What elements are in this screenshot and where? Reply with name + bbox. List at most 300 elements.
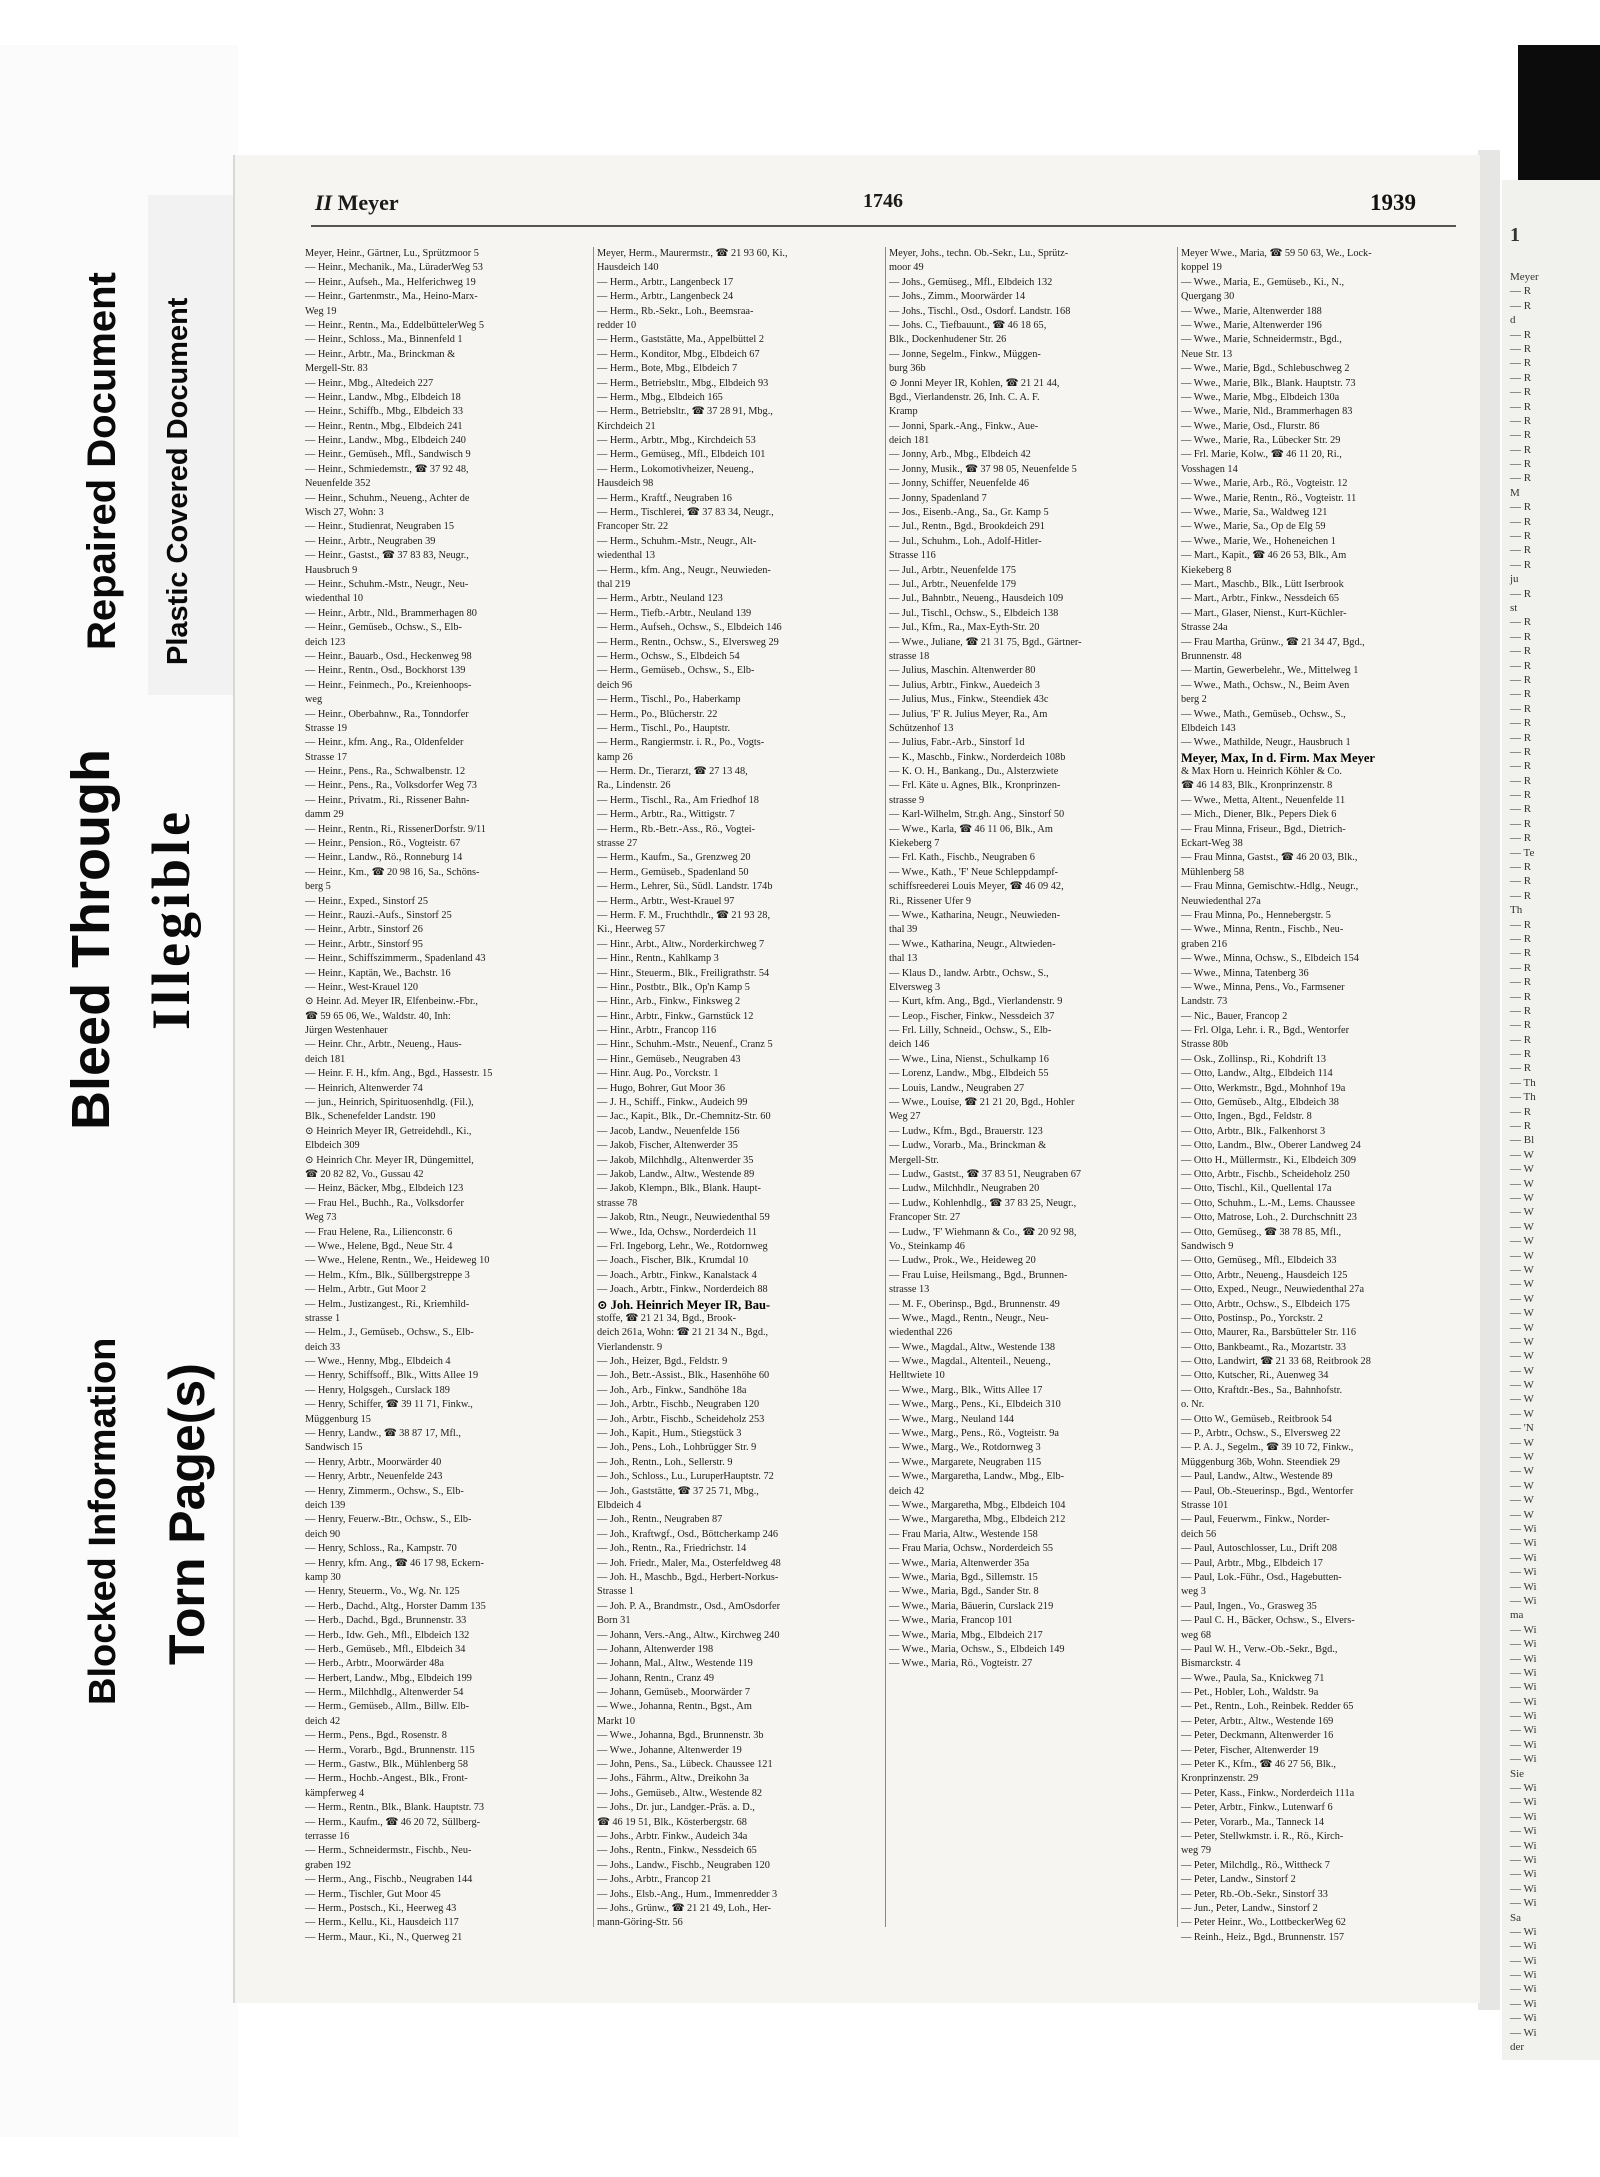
next-page-line: — W xyxy=(1510,1364,1534,1377)
directory-entry: — Wwe., Henny, Mbg., Elbdeich 4 xyxy=(305,1356,451,1368)
directory-entry: — Wwe., Maria, E., Gemüseb., Ki., N., xyxy=(1181,276,1345,288)
directory-entry: — Joh., Rentn., Neugraben 87 xyxy=(597,1514,723,1526)
directory-entry: — Jakob, Landw., Altw., Westende 89 xyxy=(597,1169,755,1180)
directory-entry: — Wwe., Marg., Blk., Witts Allee 17 xyxy=(889,1384,1043,1396)
directory-entry: — Henry, Schloss., Ra., Kampstr. 70 xyxy=(305,1543,457,1555)
directory-entry: — Paul, Arbtr., Mbg., Elbdeich 17 xyxy=(1181,1557,1323,1569)
next-page-line: — R xyxy=(1510,918,1532,931)
directory-entry: — Herm., Kellu., Ki., Hausdeich 117 xyxy=(305,1917,459,1929)
directory-entry: — Otto, Tischl., Kil., Quellental 17a xyxy=(1181,1183,1332,1195)
next-page-line: — W xyxy=(1510,1307,1534,1320)
label-bleed-through: Bleed Through xyxy=(61,749,121,1130)
directory-entry: — Herm., Hochb.-Angest., Blk., Front- xyxy=(305,1773,468,1785)
directory-entry: — Herm., Ochsw., S., Elbdeich 54 xyxy=(597,650,740,662)
directory-entry: — Hinr., Gemüseb., Neugraben 43 xyxy=(597,1053,741,1065)
next-page-line: Sa xyxy=(1510,1911,1521,1924)
directory-entry: & Max Horn u. Heinrich Köhler & Co. xyxy=(1181,766,1343,778)
directory-entry: Strasse 24a xyxy=(1181,622,1228,634)
directory-entry: — Frau Luise, Heilsmang., Bgd., Brunnen- xyxy=(889,1269,1068,1281)
top-margin xyxy=(0,0,1600,45)
directory-entry: — Wwe., Marie, Arb., Rö., Vogteistr. 12 xyxy=(1181,478,1348,490)
directory-entry: — Heinr., Pens., Ra., Volksdorfer Weg 73 xyxy=(305,780,477,792)
directory-entry: — Jakob, Klempn., Blk., Blank. Haupt- xyxy=(597,1183,761,1195)
next-page-line: — Bl xyxy=(1510,1134,1535,1147)
next-page-line: — Wi xyxy=(1510,1997,1537,2010)
directory-entry: Ki., Heerweg 57 xyxy=(597,924,666,936)
next-page-line: — R xyxy=(1510,429,1532,442)
next-page-line: der xyxy=(1510,2041,1525,2054)
directory-entry: — Otto, Landwirt, ☎ 21 33 68, Reitbrook 28 xyxy=(1181,1356,1371,1368)
directory-entry: Helltwiete 10 xyxy=(889,1370,945,1382)
directory-entry: — Wwe., Johanne, Altenwerder 19 xyxy=(597,1744,742,1756)
directory-entry: — Wwe., Louise, ☎ 21 21 20, Bgd., Hohler xyxy=(889,1097,1075,1109)
directory-entry: — Otto, Landm., Blw., Oberer Landweg 24 xyxy=(1181,1140,1361,1152)
directory-entry: — Paul W. H., Verw.-Ob.-Sekr., Bgd., xyxy=(1181,1643,1338,1655)
directory-entry: — Heinr., Km., ☎ 20 98 16, Sa., Schöns- xyxy=(305,866,480,878)
next-page-line: — R xyxy=(1510,659,1532,672)
directory-entry: wiedenthal 10 xyxy=(305,593,364,605)
directory-entry: — Heinr., Gastst., ☎ 37 83 83, Neugr., xyxy=(305,550,469,562)
directory-entry: Strasse 101 xyxy=(1181,1499,1229,1511)
directory-entry: — Henry, Arbtr., Moorwärder 40 xyxy=(305,1456,442,1468)
next-page-line: — R xyxy=(1510,832,1532,845)
directory-entry: Meyer, Max, In d. Firm. Max Meyer xyxy=(1181,750,1375,765)
next-page-line: — Wi xyxy=(1510,1969,1537,1982)
directory-entry: — Jul., Schuhm., Loh., Adolf-Hitler- xyxy=(889,535,1042,547)
directory-entry: Kramp xyxy=(889,406,918,418)
directory-entry: — Johs., Gemüseg., Mfl., Elbdeich 132 xyxy=(889,276,1053,288)
directory-entry: — Peter, Rb.-Ob.-Sekr., Sinstorf 33 xyxy=(1181,1888,1328,1900)
directory-entry: — Wwe., Marie, Nld., Brammerhagen 83 xyxy=(1181,406,1353,418)
next-page-line: — R xyxy=(1510,1062,1532,1075)
next-page-line: Sie xyxy=(1510,1767,1525,1780)
directory-entry: — Helm., Justizangest., Ri., Kriemhild- xyxy=(305,1298,470,1310)
directory-entry: — Hinr., Schuhm.-Mstr., Neuenf., Cranz 5 xyxy=(597,1039,773,1051)
directory-entry: — K., Maschb., Finkw., Norderdeich 108b xyxy=(889,751,1066,763)
directory-entry: Francoper Str. 27 xyxy=(889,1212,961,1224)
directory-entry: — Herm., Konditor, Mbg., Elbdeich 67 xyxy=(597,348,760,360)
directory-entry: Müggenburg 15 xyxy=(305,1413,371,1425)
directory-entry: — Wwe., Johanna, Bgd., Brunnenstr. 3b xyxy=(597,1730,764,1742)
directory-entry: graben 216 xyxy=(1181,938,1228,950)
directory-entry: — Heinr., Rentn., Mbg., Elbdeich 241 xyxy=(305,420,463,432)
directory-entry: — Herm., Betriebsltr., Mbg., Elbdeich 93 xyxy=(597,377,769,389)
next-page-line: — W xyxy=(1510,1278,1534,1291)
directory-entry: ☎ 20 82 82, Vo., Gussau 42 xyxy=(305,1169,424,1180)
next-page-line: — W xyxy=(1510,1350,1534,1363)
directory-entry: — Johs., Fährm., Altw., Dreikohn 3a xyxy=(597,1773,749,1785)
directory-entry: — Julius, Arbtr., Finkw., Auedeich 3 xyxy=(889,679,1040,691)
directory-entry: — Herm., Po., Blücherstr. 22 xyxy=(597,708,718,720)
directory-entry: — Hinr., Steuerm., Blk., Freiligrathstr. 54 xyxy=(597,967,770,979)
directory-entry: — Herb., Idw. Geh., Mfl., Elbdeich 132 xyxy=(305,1629,470,1641)
next-page-line: — Wi xyxy=(1510,1666,1537,1679)
directory-entry: — Frau Martha, Grünw., ☎ 21 34 47, Bgd., xyxy=(1181,636,1365,648)
next-page-line: — R xyxy=(1510,400,1532,413)
directory-entry: — Johann, Vers.-Ang., Altw., Kirchweg 240 xyxy=(597,1629,780,1641)
directory-entry: deich 139 xyxy=(305,1499,346,1511)
directory-entry: — Frl. Marie, Kolw., ☎ 46 11 20, Ri., xyxy=(1181,449,1342,461)
directory-entry: — Johs., Gemüseb., Altw., Westende 82 xyxy=(597,1787,763,1799)
directory-entry: — Wwe., Magdal., Altw., Westende 138 xyxy=(889,1341,1055,1353)
directory-entry: — Paul C. H., Bäcker, Ochsw., S., Elvers- xyxy=(1181,1615,1355,1627)
directory-entry: — Johann, Altenwerder 198 xyxy=(597,1643,714,1655)
directory-entry: Meyer, Johs., techn. Ob.-Sekr., Lu., Sprütz- xyxy=(889,248,1069,259)
directory-entry: — John, Pens., Sa., Lübeck. Chaussee 121 xyxy=(597,1759,773,1771)
directory-entry: kamp 26 xyxy=(597,751,633,763)
directory-entry: — Herm., Bote, Mbg., Elbdeich 7 xyxy=(597,363,738,375)
directory-entry: Kiekeberg 8 xyxy=(1181,564,1232,576)
directory-entry: — Heinrich, Altenwerder 74 xyxy=(305,1082,423,1094)
directory-entry: — Heinr., Rentn., Ma., EddelbüttelerWeg 5 xyxy=(305,319,485,331)
directory-entry: — Johs., Zimm., Moorwärder 14 xyxy=(889,291,1026,303)
directory-entry: kamp 30 xyxy=(305,1571,341,1583)
label-repaired-document: Repaired Document xyxy=(80,272,124,650)
directory-entry: — Otto, Schuhm., L.-M., Lems. Chaussee xyxy=(1181,1197,1355,1209)
page-header xyxy=(235,190,1480,230)
directory-entry: — Joh. Friedr., Maler, Ma., Osterfeldweg 48 xyxy=(597,1557,781,1569)
directory-entry: Francoper Str. 22 xyxy=(597,521,669,533)
directory-entry: Vosshagen 14 xyxy=(1181,463,1238,475)
directory-entry: thal 219 xyxy=(597,578,631,590)
directory-entry: deich 96 xyxy=(597,679,633,691)
directory-entry: — Herm., Rentn., Blk., Blank. Hauptstr. 73 xyxy=(305,1802,485,1814)
directory-entry: — Herm. Dr., Tierarzt, ☎ 27 13 48, xyxy=(597,766,748,778)
directory-entry: deich 42 xyxy=(889,1485,925,1497)
directory-entry: — Jakob, Fischer, Altenwerder 35 xyxy=(597,1140,738,1152)
directory-entry: Kirchdeich 21 xyxy=(597,420,656,432)
directory-entry: — Joh., Betr.-Assist., Blk., Hasenhöhe 60 xyxy=(597,1370,770,1382)
directory-entry: — Otto, Bankbeamt., Ra., Mozartstr. 33 xyxy=(1181,1341,1347,1353)
directory-entry: — Heinr., Landw., Mbg., Elbdeich 240 xyxy=(305,435,466,447)
directory-entry: — Jul., Arbtr., Neuenfelde 175 xyxy=(889,564,1016,576)
directory-entry: deich 56 xyxy=(1181,1528,1217,1540)
directory-entry: deich 90 xyxy=(305,1528,341,1540)
directory-entry: — P. A. J., Segelm., ☎ 39 10 72, Finkw., xyxy=(1181,1442,1354,1454)
directory-entry: — Herm., Schneidermstr., Fischb., Neu- xyxy=(305,1845,472,1857)
directory-entry: — Frau Maria, Ochsw., Norderdeich 55 xyxy=(889,1543,1054,1555)
directory-entry: — Joh., Arbtr., Fischb., Scheideholz 253 xyxy=(597,1413,765,1425)
next-page-line: — R xyxy=(1510,342,1532,355)
next-page-line: — Wi xyxy=(1510,1522,1537,1535)
directory-entry: — Heinr., Privatm., Ri., Rissener Bahn- xyxy=(305,794,470,806)
directory-entry: Schützenhof 13 xyxy=(889,722,954,734)
directory-entry: — Klaus D., landw. Arbtr., Ochsw., S., xyxy=(889,967,1049,979)
directory-entry: — Herm., Pens., Bgd., Rosenstr. 8 xyxy=(305,1730,447,1742)
directory-entry: — Heinr., Gemüseh., Mfl., Sandwisch 9 xyxy=(305,449,471,461)
directory-entry: — Frau Minna, Po., Hennebergstr. 5 xyxy=(1181,909,1331,921)
directory-entry: — Osk., Zollinsp., Ri., Kohdrift 13 xyxy=(1181,1053,1327,1065)
directory-entry: — Joach., Fischer, Blk., Krumdal 10 xyxy=(597,1255,749,1267)
column-divider xyxy=(885,247,886,1927)
directory-entry: — Herm., Arbtr., Langenbeck 24 xyxy=(597,291,734,303)
directory-entry: Wisch 27, Wohn: 3 xyxy=(305,507,384,519)
directory-entry: — Mart., Kapit., ☎ 46 26 53, Blk., Am xyxy=(1181,550,1347,562)
directory-entry: — Hinr., Arbtr., Finkw., Garnstück 12 xyxy=(597,1010,754,1022)
directory-entry: moor 49 xyxy=(889,262,924,274)
next-page-line: — W xyxy=(1510,1148,1534,1161)
directory-entry: — Hinr., Postbtr., Blk., Op'n Kamp 5 xyxy=(597,981,750,993)
directory-entry: — Joh., Rentn., Loh., Sellerstr. 9 xyxy=(597,1456,733,1468)
next-page-line: — Wi xyxy=(1510,1724,1537,1737)
directory-entry: — Heinr., Aufseh., Ma., Helferichweg 19 xyxy=(305,276,476,288)
directory-entry: — Heinr., Schiffb., Mbg., Elbdeich 33 xyxy=(305,406,463,418)
directory-entry: — Henry, Schiffsoff., Blk., Witts Allee 19 xyxy=(305,1370,479,1382)
directory-entry: — Wwe., Minna, Pens., Vo., Farmsener xyxy=(1181,981,1345,993)
directory-entry: — Heinr., Schiffszimmerm., Spadenland 43 xyxy=(305,953,486,965)
next-page-line: — R xyxy=(1510,616,1532,629)
directory-entry: Kronprinzenstr. 29 xyxy=(1181,1773,1259,1785)
label-blocked-information: Blocked Information xyxy=(82,1337,124,1705)
directory-entry: — Wwe., Marie, Sa., Op de Elg 59 xyxy=(1181,521,1326,533)
directory-entry: — Herm., Rb.-Betr.-Ass., Rö., Vogtei- xyxy=(597,823,756,835)
directory-entry: — Wwe., Marie, Altenwerder 196 xyxy=(1181,319,1322,331)
directory-entry: — Otto, Arbtr., Blk., Falkenhorst 3 xyxy=(1181,1125,1326,1137)
directory-entry: — Wwe., Marie, Ra., Lübecker Str. 29 xyxy=(1181,435,1341,447)
directory-entry: — Heinz, Bäcker, Mbg., Elbdeich 123 xyxy=(305,1183,464,1195)
directory-entry: Müggenburg 36b, Wohn. Steendiek 29 xyxy=(1181,1456,1340,1468)
directory-entry: — Otto, Werkmstr., Bgd., Mohnhof 19a xyxy=(1181,1082,1346,1094)
directory-entry: schiffsreederei Louis Meyer, ☎ 46 09 42, xyxy=(889,881,1064,893)
directory-entry: — Wwe., Marie, Sa., Waldweg 121 xyxy=(1181,507,1328,519)
next-page-line: — Wi xyxy=(1510,1782,1537,1795)
directory-entry: — Wwe., Minna, Ochsw., S., Elbdeich 154 xyxy=(1181,953,1359,965)
next-page-lines xyxy=(1502,270,1600,2054)
directory-entry: — Johs., Arbtr. Finkw., Audeich 34a xyxy=(597,1830,748,1842)
directory-entry: — Otto, Gemüseg., ☎ 38 78 85, Mfl., xyxy=(1181,1226,1342,1238)
next-page-line: — W xyxy=(1510,1494,1534,1507)
directory-entry: Markt 10 xyxy=(597,1715,636,1727)
next-page-line: — R xyxy=(1510,760,1532,773)
next-page-line: — Wi xyxy=(1510,2012,1537,2025)
directory-entry: — Otto, Exped., Neugr., Neuwiedenthal 27a xyxy=(1181,1284,1365,1296)
directory-entry: — Paul, Lok.-Führ., Osd., Hagebutten- xyxy=(1181,1571,1342,1583)
directory-entry: — Wwe., Lina, Nienst., Schulkamp 16 xyxy=(889,1053,1049,1065)
directory-entry: — Wwe., Maria, Bgd., Sillemstr. 15 xyxy=(889,1571,1038,1583)
directory-entry: Neue Str. 13 xyxy=(1181,348,1233,360)
directory-entry: ⊙ Jonni Meyer IR, Kohlen, ☎ 21 21 44, xyxy=(889,377,1060,389)
column-3 xyxy=(889,247,1169,1927)
directory-entry: — Peter K., Kfm., ☎ 46 27 56, Blk., xyxy=(1181,1759,1336,1771)
directory-entry: — Herm., Lehrer, Sü., Südl. Landstr. 174b xyxy=(597,881,773,893)
directory-entry: Strasse 17 xyxy=(305,751,348,763)
directory-entry: strasse 78 xyxy=(597,1197,638,1209)
next-page-line: — W xyxy=(1510,1465,1534,1478)
directory-entry: Elversweg 3 xyxy=(889,981,941,993)
next-page-line: — Wi xyxy=(1510,1940,1537,1953)
directory-entry: — Mart., Maschb., Blk., Lütt Iserbrook xyxy=(1181,578,1344,590)
directory-entry: — Heinr., Landw., Rö., Ronneburg 14 xyxy=(305,852,463,864)
directory-entry: — Frau Minna, Gemischtw.-Hdlg., Neugr., xyxy=(1181,881,1359,893)
next-page-line: — R xyxy=(1510,990,1532,1003)
directory-entry: — Johs., Landw., Fischb., Neugraben 120 xyxy=(597,1859,770,1871)
next-page-line: — W xyxy=(1510,1206,1534,1219)
next-page-line: — R xyxy=(1510,774,1532,787)
directory-entry: — Otto, Landw., Altg., Elbdeich 114 xyxy=(1181,1068,1333,1080)
directory-entry: — Frl. Käte u. Agnes, Blk., Kronprinzen- xyxy=(889,780,1061,792)
directory-entry: — Jac., Kapit., Blk., Dr.-Chemnitz-Str. 60 xyxy=(597,1111,771,1123)
directory-entry: deich 33 xyxy=(305,1341,341,1353)
directory-entry: — Heinr., Feinmech., Po., Kreienhoops- xyxy=(305,679,472,691)
next-page-line: — R xyxy=(1510,1105,1532,1118)
column-1 xyxy=(305,247,585,1943)
directory-entry: — Wwe., Maria, Francop 101 xyxy=(889,1615,1013,1627)
directory-entry: Hausdeich 140 xyxy=(597,262,659,274)
directory-entry: strasse 18 xyxy=(889,650,930,662)
directory-entry: — Wwe., Marie, Blk., Blank. Hauptstr. 73 xyxy=(1181,377,1356,389)
directory-entry: strasse 9 xyxy=(889,794,925,806)
directory-entry: — Wwe., Margaretha, Mbg., Elbdeich 212 xyxy=(889,1514,1066,1526)
directory-entry: terrasse 16 xyxy=(305,1830,350,1842)
directory-entry: Bismarckstr. 4 xyxy=(1181,1658,1241,1670)
next-page-line: — R xyxy=(1510,544,1532,557)
directory-entry: Strasse 116 xyxy=(889,550,936,562)
directory-entry: — Jonny, Musik., ☎ 37 98 05, Neuenfelde 5 xyxy=(889,463,1077,475)
directory-entry: — Wwe., Metta, Altent., Neuenfelde 11 xyxy=(1181,794,1346,806)
directory-entry: — Wwe., Margaretha, Mbg., Elbdeich 104 xyxy=(889,1499,1066,1511)
column-divider xyxy=(1177,247,1178,1927)
next-page-line: — Wi xyxy=(1510,1695,1537,1708)
directory-entry: — Wwe., Maria, Altenwerder 35a xyxy=(889,1557,1030,1569)
next-page-line: — Wi xyxy=(1510,1537,1537,1550)
directory-entry: Elbdeich 309 xyxy=(305,1140,360,1152)
directory-entry: — Herm., Gemüseg., Mfl., Elbdeich 101 xyxy=(597,449,766,461)
directory-entry: — Herm., Mbg., Elbdeich 165 xyxy=(597,391,723,403)
directory-entry: — Wwe., Helene, Rentn., We., Heideweg 10 xyxy=(305,1255,490,1267)
next-page-line: — Wi xyxy=(1510,1710,1537,1723)
next-page-line: — W xyxy=(1510,1451,1534,1464)
next-page-line: — W xyxy=(1510,1163,1534,1176)
directory-entry: — Hinr., Arb., Finkw., Finksweg 2 xyxy=(597,996,741,1008)
directory-entry: Mühlenberg 58 xyxy=(1181,866,1245,878)
directory-entry: deich 261a, Wohn: ☎ 21 21 34 N., Bgd., xyxy=(597,1327,769,1339)
directory-entry: — Heinr., Bauarb., Osd., Heckenweg 98 xyxy=(305,650,472,662)
next-page-line: — Wi xyxy=(1510,1925,1537,1938)
directory-entry: — Herm., Tischl., Po., Haberkamp xyxy=(597,694,741,706)
directory-entry: Ra., Lindenstr. 26 xyxy=(597,780,671,792)
next-page-line: — W xyxy=(1510,1407,1534,1420)
directory-entry: strasse 27 xyxy=(597,838,638,850)
next-page-line: — Wi xyxy=(1510,1868,1537,1881)
column-divider xyxy=(593,247,594,1927)
next-page-line: — R xyxy=(1510,1019,1532,1032)
next-page-line: — R xyxy=(1510,285,1532,298)
directory-entry: — Heinr. F. H., kfm. Ang., Bgd., Hassestr. 15 xyxy=(305,1068,493,1080)
directory-entry: — Ludw., Prok., We., Heideweg 20 xyxy=(889,1255,1036,1267)
directory-entry: — Herm., Arbtr., Ra., Wittigstr. 7 xyxy=(597,809,735,821)
next-page-line: — Wi xyxy=(1510,1954,1537,1967)
next-page-header: 1 xyxy=(1510,224,1520,246)
directory-entry: — Wwe., Margarete, Neugraben 115 xyxy=(889,1456,1042,1468)
directory-entry: — Johs., Grünw., ☎ 21 21 49, Loh., Her- xyxy=(597,1902,772,1914)
directory-entry: weg 79 xyxy=(1181,1845,1212,1857)
next-page-line: — R xyxy=(1510,1120,1532,1133)
directory-entry: thal 39 xyxy=(889,924,918,936)
directory-entry: o. Nr. xyxy=(1181,1399,1205,1411)
directory-entry: ⊙ Joh. Heinrich Meyer IR, Bau- xyxy=(597,1297,771,1312)
directory-entry: — Heinr., Rentn., Osd., Bockhorst 139 xyxy=(305,665,466,677)
directory-entry: — Jacob, Landw., Neuenfelde 156 xyxy=(597,1125,740,1137)
directory-entry: — Wwe., Marg., Pens., Rö., Vogteistr. 9a xyxy=(889,1428,1059,1440)
directory-entry: — Heinr., Schmiedemstr., ☎ 37 92 48, xyxy=(305,463,469,475)
directory-entry: Strasse 1 xyxy=(597,1586,634,1598)
directory-entry: — Peter, Arbtr., Altw., Westende 169 xyxy=(1181,1715,1334,1727)
directory-entry: mann-Göring-Str. 56 xyxy=(597,1917,683,1929)
directory-entry: — Henry, Zimmerm., Ochsw., S., Elb- xyxy=(305,1485,464,1497)
directory-entry: — Wwe., Margaretha, Landw., Mbg., Elb- xyxy=(889,1471,1065,1483)
next-page-line: st xyxy=(1510,601,1518,614)
directory-entry: — Henry, Schiffer, ☎ 39 11 71, Finkw., xyxy=(305,1399,473,1411)
directory-entry: — Heinr., Studienrat, Neugraben 15 xyxy=(305,521,454,533)
directory-entry: Sandwisch 15 xyxy=(305,1442,363,1454)
directory-entry: — Heinr., Arbtr., Sinstorf 95 xyxy=(305,938,423,950)
directory-entry: — Joach., Arbtr., Finkw., Norderdeich 88 xyxy=(597,1284,768,1296)
page-edge xyxy=(1478,150,1500,2010)
directory-entry: — Peter Heinr., Wo., LottbeckerWeg 62 xyxy=(1181,1917,1346,1929)
next-page-line: — R xyxy=(1510,1048,1532,1061)
next-page-line: — R xyxy=(1510,328,1532,341)
directory-entry: — Herm., Ang., Fischb., Neugraben 144 xyxy=(305,1874,473,1886)
next-page-line: — R xyxy=(1510,889,1532,902)
directory-entry: — Wwe., Marie, Rentn., Rö., Vogteistr. 11 xyxy=(1181,492,1357,504)
directory-entry: — Otto, Postinsp., Po., Yorckstr. 2 xyxy=(1181,1312,1323,1324)
directory-entry: Ri., Rissener Ufer 9 xyxy=(889,895,972,907)
column-2 xyxy=(597,247,877,1927)
directory-entry: — Wwe., Maria, Ochsw., S., Elbdeich 149 xyxy=(889,1643,1065,1655)
directory-entry: — Heinr., Arbtr., Nld., Brammerhagen 80 xyxy=(305,607,477,619)
directory-entry: — Wwe., Math., Gemüseb., Ochsw., S., xyxy=(1181,708,1346,720)
next-page-line: — Wi xyxy=(1510,1897,1537,1910)
directory-entry: — Jul., Bahnbtr., Neueng., Hausdeich 109 xyxy=(889,593,1064,605)
next-page-line: — R xyxy=(1510,371,1532,384)
next-page-line: Th xyxy=(1510,904,1523,917)
directory-entry: Meyer, Herm., Maurermstr., ☎ 21 93 60, Ki., xyxy=(597,248,788,259)
directory-entry: — Joh., Schloss., Lu., LuruperHauptstr. 72 xyxy=(597,1471,774,1483)
directory-entry: — Herm., Rangiermstr. i. R., Po., Vogts- xyxy=(597,737,765,749)
directory-entry: — Otto W., Gemüseb., Reitbrook 54 xyxy=(1181,1413,1332,1425)
directory-entry: — Helm., J., Gemüseb., Ochsw., S., Elb- xyxy=(305,1327,474,1339)
directory-entry: Hausdeich 98 xyxy=(597,478,654,490)
directory-entry: — Wwe., Marg., Pens., Ki., Elbdeich 310 xyxy=(889,1399,1061,1411)
directory-entry: — Herm., Kaufm., ☎ 46 20 72, Süllberg- xyxy=(305,1816,481,1828)
directory-entry: — Paul, Ob.-Steuerinsp., Bgd., Wentorfer xyxy=(1181,1485,1354,1497)
directory-entry: — Lorenz, Landw., Mbg., Elbdeich 55 xyxy=(889,1068,1049,1080)
directory-entry: — Heinr., Arbtr., Sinstorf 26 xyxy=(305,924,423,936)
directory-entry: — Heinr., Schuhm., Neueng., Achter de xyxy=(305,492,470,504)
next-page-line: — Th xyxy=(1510,1091,1536,1104)
directory-entry: — Jul., Arbtr., Neuenfelde 179 xyxy=(889,578,1016,590)
next-page-line: — W xyxy=(1510,1177,1534,1190)
directory-entry: — Heinr., Pension., Rö., Vogteistr. 67 xyxy=(305,838,461,850)
directory-entry: — Herm., Gemüseb., Spadenland 50 xyxy=(597,866,749,878)
directory-entry: Meyer Wwe., Maria, ☎ 59 50 63, We., Lock- xyxy=(1181,248,1372,259)
next-page-line: — R xyxy=(1510,558,1532,571)
directory-entry: — Ludw., 'F' Wiehmann & Co., ☎ 20 92 98, xyxy=(889,1226,1077,1238)
black-tab-marker xyxy=(1518,45,1600,190)
directory-entry: Vo., Steinkamp 46 xyxy=(889,1240,965,1252)
next-page-line: Meyer xyxy=(1510,271,1539,283)
directory-entry: strasse 13 xyxy=(889,1284,930,1296)
directory-entry: ⊙ Heinr. Ad. Meyer IR, Elfenbeinw.-Fbr., xyxy=(305,996,478,1008)
next-page-line: — R xyxy=(1510,587,1532,600)
directory-entry: — Jonny, Spadenland 7 xyxy=(889,492,987,504)
directory-entry: — Peter, Vorarb., Ma., Tanneck 14 xyxy=(1181,1816,1324,1828)
directory-entry: — Wwe., Minna, Tatenberg 36 xyxy=(1181,967,1309,979)
directory-entry: — Johann, Rentn., Cranz 49 xyxy=(597,1672,714,1684)
directory-entry: — Heinr., Schloss., Ma., Binnenfeld 1 xyxy=(305,334,463,346)
directory-entry: — Herm., Tischler, Gut Moor 45 xyxy=(305,1888,441,1900)
directory-entry: Blk., Dockenhudener Str. 26 xyxy=(889,334,1007,346)
